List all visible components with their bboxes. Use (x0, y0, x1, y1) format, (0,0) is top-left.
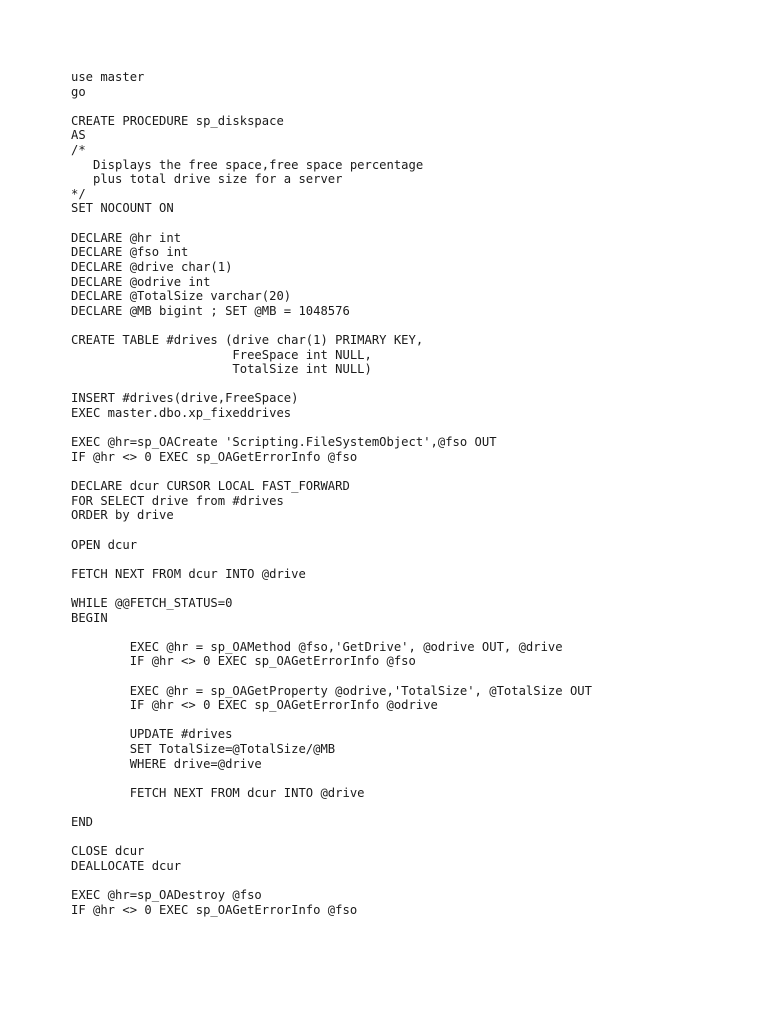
code-line: WHILE @@FETCH_STATUS=0 (71, 595, 233, 610)
code-line: use master (71, 70, 145, 84)
code-line: go (71, 84, 86, 99)
code-line: DECLARE @hr int (71, 230, 182, 245)
code-line: WHERE drive=@drive (71, 756, 262, 771)
code-line: SET NOCOUNT ON (71, 201, 174, 216)
code-line: CLOSE dcur (71, 844, 145, 859)
code-line: IF @hr <> 0 EXEC sp_OAGetErrorInfo @fso (71, 654, 416, 669)
code-line (71, 669, 751, 684)
code-line (71, 771, 751, 786)
code-line (71, 523, 751, 538)
code-line (71, 552, 751, 567)
code-line: ORDER by drive (71, 508, 174, 523)
code-line: OPEN dcur (71, 537, 138, 552)
code-line: FETCH NEXT FROM dcur INTO @drive (71, 566, 306, 581)
code-line: UPDATE #drives (71, 727, 233, 742)
code-line: EXEC @hr=sp_OACreate 'Scripting.FileSystemObject',@fso OUT (71, 435, 497, 450)
code-line: DECLARE dcur CURSOR LOCAL FAST_FORWARD (71, 479, 350, 494)
code-line: TotalSize int NULL) (71, 362, 372, 377)
code-line: EXEC @hr = sp_OAMethod @fso,'GetDrive', @odrive OUT, @drive (71, 639, 563, 654)
code-line (71, 318, 751, 333)
code-line (71, 713, 751, 728)
code-line: INSERT #drives(drive,FreeSpace) (71, 391, 299, 406)
code-line (71, 99, 751, 114)
code-line: Displays the free space,free space percentage (71, 157, 424, 172)
code-line: IF @hr <> 0 EXEC sp_OAGetErrorInfo @odrive (71, 698, 438, 713)
code-line: DECLARE @MB bigint ; SET @MB = 1048576 (71, 303, 350, 318)
code-line: plus total drive size for a server (71, 172, 343, 187)
code-line (71, 216, 751, 231)
code-line: BEGIN (71, 610, 108, 625)
code-line: IF @hr <> 0 EXEC sp_OAGetErrorInfo @fso (71, 449, 358, 464)
code-line: DECLARE @fso int (71, 245, 189, 260)
code-line: */ (71, 186, 86, 201)
code-line (71, 464, 751, 479)
code-line (71, 421, 751, 436)
code-line: DECLARE @TotalSize varchar(20) (71, 289, 292, 304)
code-line: EXEC @hr=sp_OADestroy @fso (71, 888, 262, 903)
code-line: FOR SELECT drive from #drives (71, 493, 284, 508)
code-line (71, 800, 751, 815)
code-line (71, 874, 751, 889)
code-line: DECLARE @odrive int (71, 274, 211, 289)
code-line: CREATE PROCEDURE sp_diskspace (71, 113, 284, 128)
code-line (71, 581, 751, 596)
code-line: DECLARE @drive char(1) (71, 259, 233, 274)
code-line: EXEC master.dbo.xp_fixeddrives (71, 406, 292, 421)
code-line (71, 625, 751, 640)
code-line (71, 377, 751, 392)
code-listing (71, 70, 751, 917)
code-line: DEALLOCATE dcur (71, 858, 182, 873)
code-line: SET TotalSize=@TotalSize/@MB (71, 742, 336, 757)
code-line: EXEC @hr = sp_OAGetProperty @odrive,'TotalSize', @TotalSize OUT (71, 683, 592, 698)
code-line: END (71, 815, 94, 830)
code-line (71, 830, 751, 845)
code-line: IF @hr <> 0 EXEC sp_OAGetErrorInfo @fso (71, 902, 358, 917)
code-line: CREATE TABLE #drives (drive char(1) PRIMARY KEY, (71, 332, 424, 347)
code-line: /* (71, 143, 86, 158)
code-line: FreeSpace int NULL, (71, 347, 372, 362)
code-line: AS (71, 128, 86, 143)
code-line: FETCH NEXT FROM dcur INTO @drive (71, 785, 365, 800)
